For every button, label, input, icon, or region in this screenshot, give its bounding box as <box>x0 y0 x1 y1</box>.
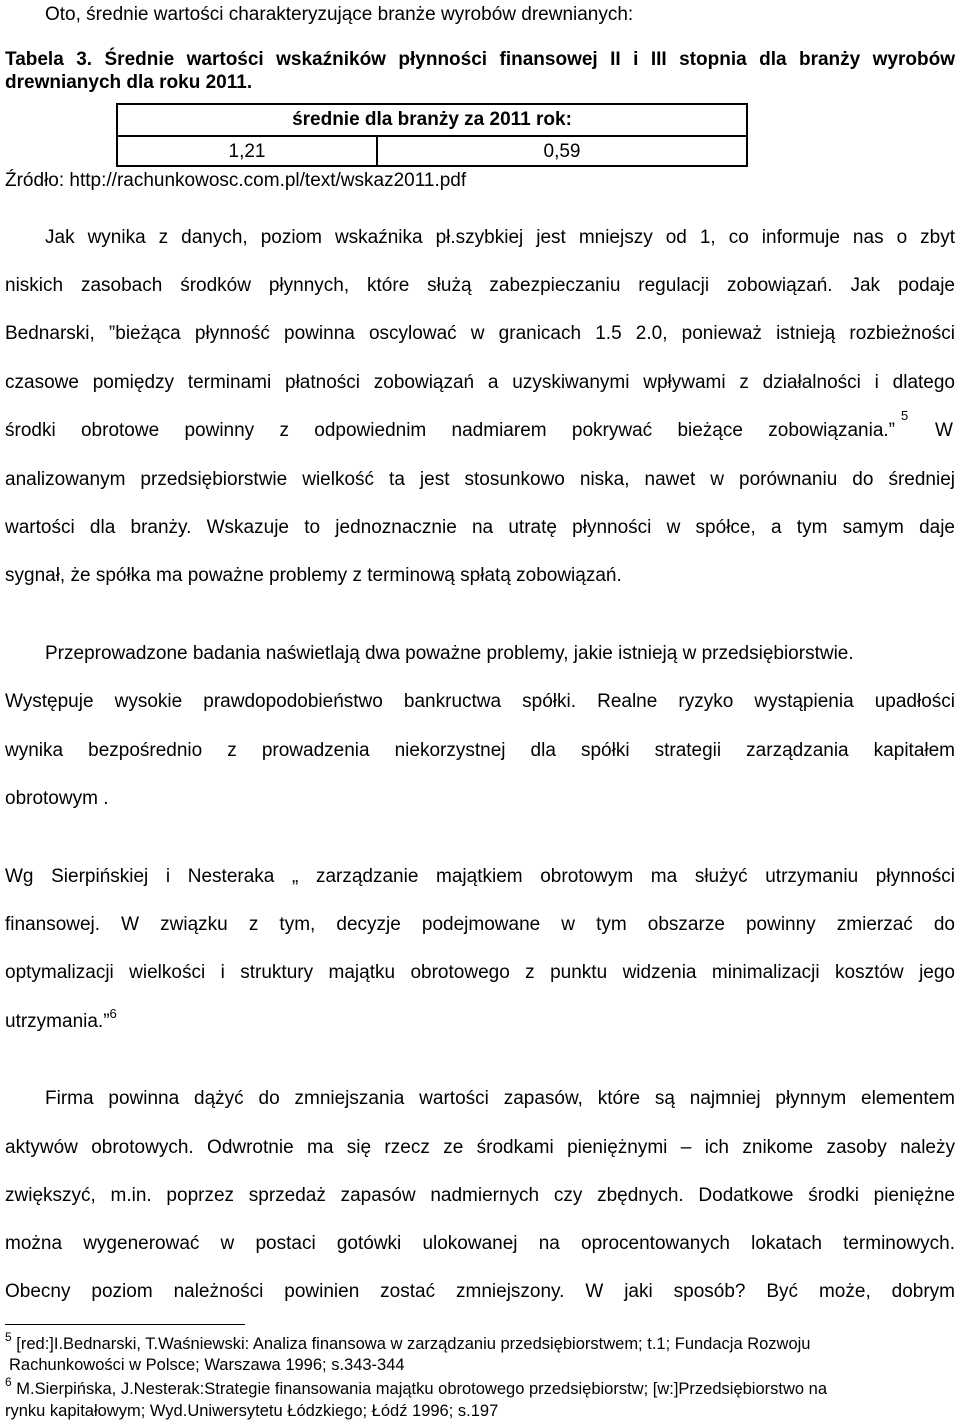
intro-line: Oto, średnie wartości charakteryzujące branże wyrobów drewnianych: <box>45 4 634 25</box>
paragraph-line: sygnał, że spółka ma poważne problemy z terminową spłatą zobowiązań. <box>5 565 622 586</box>
table-value-2: 0,59 <box>543 141 581 162</box>
table-value-1: 1,21 <box>118 137 378 167</box>
averages-table <box>116 103 748 167</box>
footnote-6-cont: rynku kapitałowym; Wyd.Uniwersytetu Łódzkiego; Łódź 1996; s.197 <box>5 1402 499 1420</box>
paragraph-line: środki obrotowe powinny z odpowiednim nadmiarem pokrywać bieżące zobowiązania.” <box>5 420 895 441</box>
footnote-ref-6: 6 <box>109 1005 117 1021</box>
table-header: średnie dla branży za 2011 rok: <box>118 105 746 137</box>
paragraph-line: można wygenerować w postaci gotówki ulokowanej na oprocentowanych lokatach terminowych. <box>5 1233 955 1254</box>
table-source: Źródło: http://rachunkowosc.com.pl/text/wskaz2011.pdf <box>5 170 467 191</box>
paragraph-line: obrotowym . <box>5 788 109 809</box>
paragraph-word: W <box>935 420 953 441</box>
table-caption: Tabela 3. Średnie wartości wskaźników płynności finansowej II i III stopnia dla branży wyrobów <box>5 49 955 70</box>
paragraph-line: zwiększyć, m.in. poprzez sprzedaż zapasów nadmiernych czy zbędnych. Dodatkowe środki pieniężne <box>5 1185 955 1206</box>
paragraph-line: czasowe pomiędzy terminami płatności zobowiązań a uzyskiwanymi wpływami z działalności i dlatego <box>5 372 955 393</box>
paragraph-line: optymalizacji wielkości i struktury majątku obrotowego z punktu widzenia minimalizacji kosztów jego <box>5 962 955 983</box>
footnote-ref-5: 5 <box>901 407 909 423</box>
paragraph-line: utrzymania.”$^6$ <box>5 1005 117 1032</box>
footnote-separator <box>5 1324 245 1325</box>
paragraph-line: Firma powinna dążyć do zmniejszania wartości zapasów, które są najmniej płynnym elementem <box>45 1088 955 1109</box>
footnote-6: $^6$ M.Sierpińska, J.Nesterak:Strategie finansowania majątku obrotowego przedsiębiorstw; [w:]Przedsiębiorstwo na <box>5 1374 827 1398</box>
paragraph-line: Jak wynika z danych, poziom wskaźnika pł.szybkiej jest mniejszy od 1, co informuje nas o zbyt <box>45 227 955 248</box>
paragraph-line: wartości dla branży. Wskazuje to jednoznacznie na utratę płynności w spółce, a tym samym daje <box>5 517 955 538</box>
paragraph-line: Obecny poziom należności powinien zostać zmniejszony. W jaki sposób? Być może, dobrym <box>5 1281 955 1302</box>
paragraph-line: Bednarski, ”bieżąca płynność powinna oscylować w granicach 1.5 2.0, ponieważ istnieją rozbieżności <box>5 323 955 344</box>
paragraph-line: finansowej. W związku z tym, decyzje podejmowane w tym obszarze powinny zmierzać do <box>5 914 955 935</box>
footnote-5-cont: Rachunkowości w Polsce; Warszawa 1996; s.343-344 <box>9 1356 405 1374</box>
paragraph-line: Przeprowadzone badania naświetlają dwa poważne problemy, jakie istnieją w przedsiębiorstwie. <box>45 643 854 664</box>
paragraph-line: Wg Sierpińskiej i Nesteraka „ zarządzanie majątkiem obrotowym ma służyć utrzymaniu płynności <box>5 866 955 887</box>
paragraph-line: wynika bezpośrednio z prowadzenia niekorzystnej dla spółki strategii zarządzania kapitałem <box>5 740 955 761</box>
footnote-5: $^5$ [red:]I.Bednarski, T.Waśniewski: Analiza finansowa w zarządzaniu przedsiębiorstwem; t.1; Fundacja Rozwoju <box>5 1329 811 1353</box>
paragraph-line: aktywów obrotowych. Odwrotnie ma się rzecz ze środkami pieniężnymi – ich znikome zasoby należy <box>5 1137 955 1158</box>
paragraph-line: analizowanym przedsiębiorstwie wielkość ta jest stosunkowo niska, nawet w porównaniu do średniej <box>5 469 955 490</box>
paragraph-line: Występuje wysokie prawdopodobieństwo bankructwa spółki. Realne ryzyko wystąpienia upadłości <box>5 691 955 712</box>
paragraph-line: niskich zasobach środków płynnych, które służą zabezpieczaniu regulacji zobowiązań. Jak podaje <box>5 275 955 296</box>
table-caption-cont: drewnianych dla roku 2011. <box>5 72 253 93</box>
